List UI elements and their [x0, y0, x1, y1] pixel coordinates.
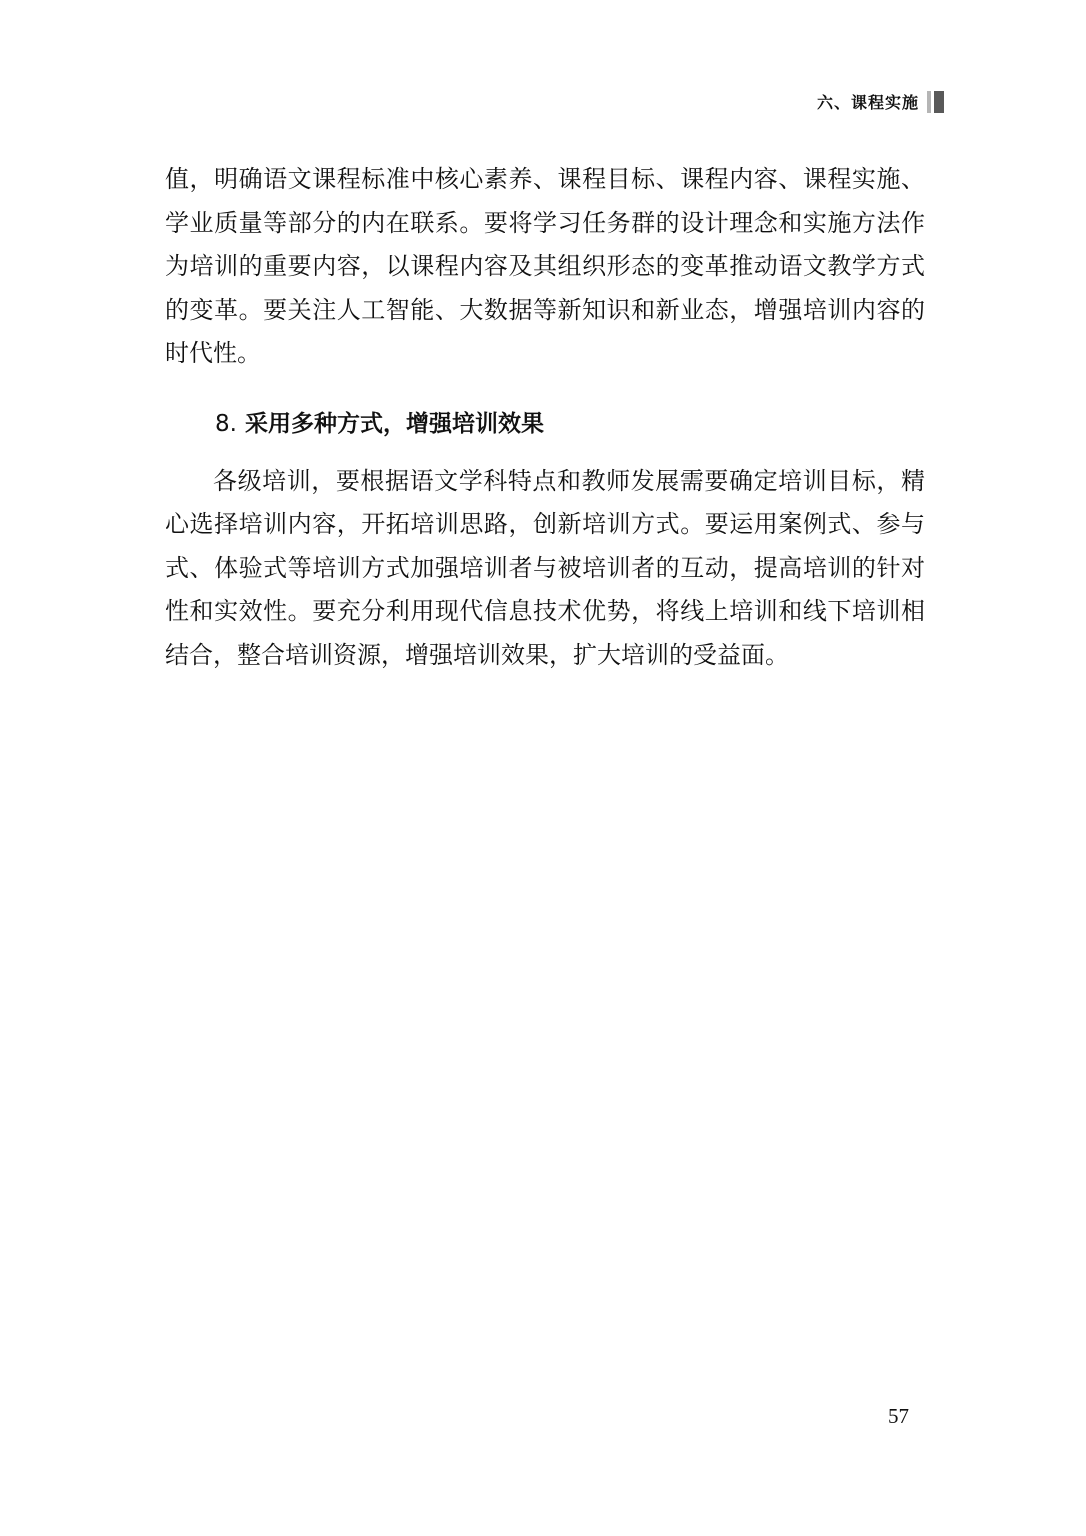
- section-paragraph: 各级培训，要根据语文学科特点和教师发展需要确定培训目标，精心选择培训内容，开拓培训思路，创新培训方式。要运用案例式、参与式、体验式等培训方式加强培训者与被培训者的互动，提高培训的针对性和实效性。要充分利用现代信息技术优势，将线上培训和线下培训相结合，整合培训资源，增强培训效果，扩大培训的受益面。: [165, 466, 925, 669]
- thin-bar: [927, 91, 931, 113]
- double-bar-icon: [927, 91, 944, 113]
- running-header: [817, 90, 944, 113]
- continued-paragraph: 值，明确语文课程标准中核心素养、课程目标、课程内容、课程实施、学业质量等部分的内在联系。要将学习任务群的设计理念和实施方法作为培训的重要内容，以课程内容及其组织形态的变革推动语文教学方式的变革。要关注人工智能、大数据等新知识和新业态，增强培训内容的时代性。: [165, 165, 925, 367]
- thick-bar: [934, 91, 944, 113]
- section-number: 8.: [215, 410, 237, 437]
- chapter-title: 六、课程实施: [816, 93, 919, 112]
- section-title: 采用多种方式，增强培训效果: [244, 410, 544, 437]
- page-number: 57: [888, 1404, 909, 1428]
- page-body: [165, 158, 925, 677]
- section-heading: [165, 402, 925, 446]
